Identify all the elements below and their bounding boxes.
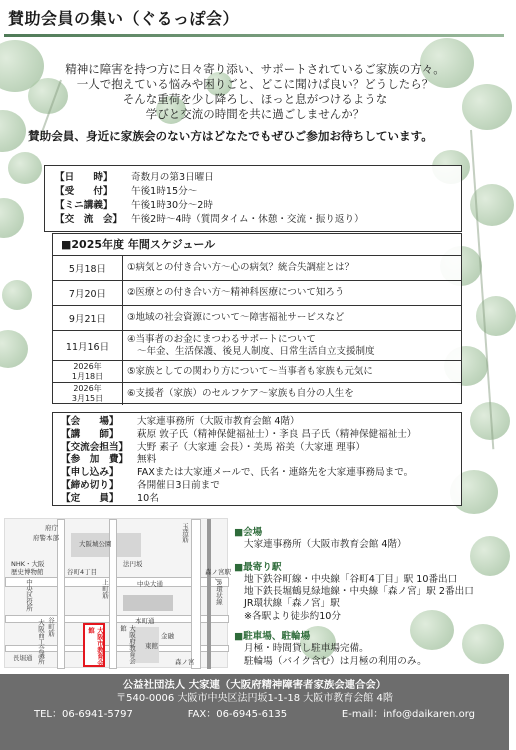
detail-label: 【講 師】 xyxy=(61,428,119,440)
detail-value: 萩原 敦子氏（精神保健福祉士）・斈良 昌子氏（精神保健福祉士） xyxy=(137,428,417,440)
access-info xyxy=(234,527,504,668)
page-title: 賛助会員の集い（ぐるっぽ会） xyxy=(8,9,240,28)
access-station-line: JR環状線「森ノ宮」駅 xyxy=(244,598,340,610)
detail-label: 【申し込み】 xyxy=(61,467,119,479)
footer-email[interactable]: E-mail：info@daikaren.org xyxy=(341,709,475,720)
schedule-date: 5月18日 xyxy=(53,256,123,280)
detail-row-capacity xyxy=(61,493,453,506)
detail-row-deadline xyxy=(61,480,453,493)
info-label: 【交 流 会】 xyxy=(55,214,123,225)
map-label: 歴史博物館 xyxy=(11,568,44,576)
info-value: 午後2時～4時（質問タイム・休憩・交流・振り返り） xyxy=(131,214,364,225)
detail-value: 大野 素子（大家連 会長）・美馬 裕美（大家連 理事） xyxy=(137,441,366,453)
footer-org: 公益社団法人 大家連（大阪府精神障害者家族会連合会） xyxy=(122,679,387,691)
info-label: 【ミニ講義】 xyxy=(55,200,113,211)
schedule-row xyxy=(53,383,461,405)
info-row-lecture xyxy=(55,199,451,213)
detail-row-lecturer xyxy=(61,429,453,442)
detail-label: 【会 場】 xyxy=(61,416,119,427)
schedule-row xyxy=(53,361,461,383)
detail-value: 10名 xyxy=(137,492,159,504)
intro-line: 学びと交流の時間を共に過ごしませんか？ xyxy=(145,107,365,121)
access-venue: 大家連事務所（大阪市教育会館 4階） xyxy=(244,539,407,551)
footer-fax: FAX：06-6945-6135 xyxy=(187,709,288,720)
title-underline xyxy=(4,34,504,37)
map-label: JR環状線 xyxy=(215,579,223,605)
access-station-note: ※各駅より徒歩約10分 xyxy=(244,610,341,622)
map-label: 大阪城公園 xyxy=(79,540,112,548)
schedule-heading: ■2025年度 年間スケジュール xyxy=(53,234,461,256)
schedule-topic xyxy=(123,334,461,358)
map-label: 大阪商工会議所 xyxy=(37,619,45,665)
map-label: NHK・大阪 xyxy=(11,560,45,568)
map-label: 森ノ宮 xyxy=(175,658,195,666)
schedule-topic: ⑥支援者（家族）のセルフケア～家族も自分の人生を xyxy=(127,388,354,399)
map-label: 大阪府教育会館 xyxy=(119,625,136,664)
intro-line: 精神に障害を持つ方に日々寄り添い、サポートされているご家族の方々。 xyxy=(65,62,445,76)
jr-loop-line xyxy=(207,519,211,669)
info-label: 【日 時】 xyxy=(55,172,113,183)
info-label: 【受 付】 xyxy=(55,186,113,197)
schedule-date-year: 2026年 xyxy=(73,361,102,371)
intro-line: 一人で抱えている悩みや困りごと、どこに聞けば良い？どうしたら？ xyxy=(76,77,434,91)
map-label: 中央区役所 xyxy=(25,579,33,612)
schedule-topic: ③地域の社会資源について～障害福祉サービスなど xyxy=(127,312,345,323)
footer-tel: TEL：06-6941-5797 xyxy=(34,709,133,720)
map-label: 中央大通 xyxy=(137,580,163,588)
map-label: 本町通 xyxy=(135,617,155,625)
detail-label: 【参 加 費】 xyxy=(61,454,129,466)
access-parking-heading: ■駐車場、駐輪場 xyxy=(234,631,311,643)
map-label: 谷町4丁目 xyxy=(67,568,98,576)
map-label: 法円坂 xyxy=(123,560,143,568)
access-map xyxy=(4,518,231,668)
map-label: 長堀通 xyxy=(13,654,33,662)
map-label: 谷町筋 xyxy=(47,617,55,637)
map-label: 森ノ宮駅 xyxy=(205,568,231,576)
map-label: 上町筋 xyxy=(101,579,109,599)
access-station-line: 地下鉄谷町線・中央線「谷町4丁目」駅 10番出口 xyxy=(244,573,458,585)
schedule-date-day: 3月15日 xyxy=(71,394,104,403)
footer-address: 〒540-0006 大阪市中央区法円坂1-1-18 大阪市教育会館 4階 xyxy=(116,693,393,704)
access-venue-heading: ■会場 xyxy=(234,527,263,538)
detail-row-apply xyxy=(61,467,453,480)
schedule-topic: ①病気との付き合い方～心の病気？統合失調症とは？ xyxy=(127,262,355,273)
schedule-topic: ⑤家族としての関わり方について～当事者も家族も元気に xyxy=(127,365,373,377)
detail-value: 各開催日3日前まで xyxy=(137,479,220,491)
footer xyxy=(0,674,509,750)
info-row-date xyxy=(55,171,451,185)
info-value: 午後1時30分～2時 xyxy=(131,200,213,211)
detail-label: 【定 員】 xyxy=(61,492,119,504)
access-station-line: 地下鉄長堀鶴見緑地線・中央線「森ノ宮」駅 2番出口 xyxy=(244,586,474,598)
event-info-box xyxy=(44,165,462,232)
footer-contact xyxy=(0,708,509,722)
schedule-date: 11月16日 xyxy=(53,331,123,360)
schedule-date-day: 1月18日 xyxy=(71,371,104,381)
intro-text xyxy=(20,62,490,122)
detail-value: 無料 xyxy=(137,454,157,466)
schedule-topic-main: ④当事者のお金にまつわるサポートについて xyxy=(127,333,316,345)
detail-row-staff xyxy=(61,442,453,455)
schedule-topic-sub: ～年金、生活保護、後見人制度、日常生活自立支援制度 xyxy=(137,345,375,357)
map-road-tamatsukuri xyxy=(191,519,201,669)
detail-value: FAXまたは大家連メールで、氏名・連絡先を大家連事務局まで。 xyxy=(137,467,414,479)
schedule-row xyxy=(53,331,461,361)
map-label: 玉造筋 xyxy=(181,523,189,543)
schedule-row xyxy=(53,256,461,281)
info-row-exchange xyxy=(55,213,451,227)
access-station-heading: ■最寄り駅 xyxy=(234,561,282,573)
schedule-topic: ②医療との付き合い方～精神科医療について知ろう xyxy=(127,287,345,298)
schedule-table xyxy=(52,233,462,404)
schedule-date xyxy=(53,383,123,405)
schedule-date xyxy=(53,361,123,382)
schedule-date: 7月20日 xyxy=(53,281,123,305)
map-label: 金融 xyxy=(161,632,174,640)
intro-line: そんな重荷を少し降ろし、ほっと息がつけるような xyxy=(122,92,388,106)
detail-row-venue xyxy=(61,416,453,429)
map-label: 東館 xyxy=(145,642,158,650)
invitation-text: 賛助会員、身近に家族会のない方はどなたでもぜひご参加お待ちしています。 xyxy=(28,129,433,143)
access-parking-line: 駐輪場（バイク含む）は月極の利用のみ。 xyxy=(244,655,427,667)
info-row-reception xyxy=(55,185,451,199)
info-value: 午後1時15分～ xyxy=(131,186,198,197)
access-parking-line: 月極・時間貸し駐車場完備。 xyxy=(244,643,369,655)
detail-row-fee xyxy=(61,454,453,467)
map-block xyxy=(123,595,173,611)
map-label: 大阪市教育会館 xyxy=(87,627,104,666)
detail-value: 大家連事務所（大阪市教育会館 4階） xyxy=(137,416,300,427)
map-label: 府庁 xyxy=(45,524,58,532)
info-value: 奇数月の第3日曜日 xyxy=(131,172,214,183)
schedule-date-year: 2026年 xyxy=(73,384,102,393)
map-label: 府警本部 xyxy=(33,534,59,542)
schedule-row xyxy=(53,306,461,331)
detail-label: 【交流会担当】 xyxy=(61,441,129,453)
detail-label: 【締め切り】 xyxy=(61,479,119,491)
schedule-row xyxy=(53,281,461,306)
event-details-box xyxy=(52,412,462,506)
schedule-date: 9月21日 xyxy=(53,306,123,330)
